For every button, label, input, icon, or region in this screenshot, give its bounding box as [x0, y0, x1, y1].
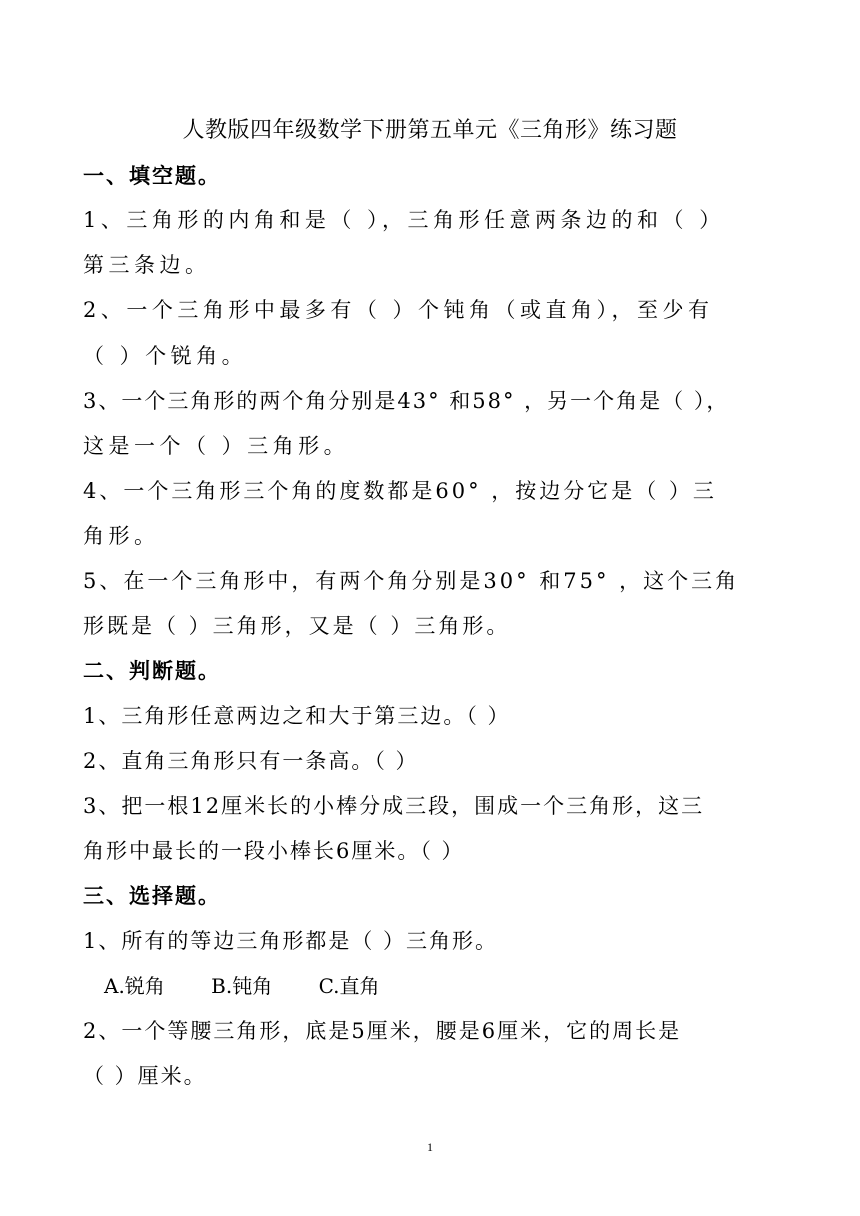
- question-line: 3、一个三角形的两个角分别是43° 和58° ，另一个角是（ ），: [83, 389, 730, 413]
- question-line: 角形中最长的一段小棒长6厘米。（ ）: [83, 839, 465, 863]
- answer-options: [104, 970, 420, 999]
- question-line: 第三条边。: [83, 253, 211, 277]
- question-line: 4、一个三角形三个角的度数都是60° ，按边分它是（ ）三: [83, 479, 717, 503]
- option-b: B.钝角: [211, 974, 273, 998]
- question-line: 1、三角形的内角和是（ ），三角形任意两条边的和（ ）: [83, 208, 725, 232]
- page-number: 1: [427, 1140, 433, 1154]
- section-heading-fill-in: 一、填空题。: [83, 164, 221, 188]
- section-heading-true-false: 二、判断题。: [83, 659, 221, 683]
- question-line: 5、在一个三角形中，有两个角分别是30° 和75° ，这个三角: [83, 569, 740, 593]
- question-line: 1、三角形任意两边之和大于第三边。（ ）: [83, 704, 511, 728]
- question-line: （ ）厘米。: [83, 1064, 207, 1088]
- option-c: C.直角: [318, 974, 380, 998]
- question-line: 2、直角三角形只有一条高。（ ）: [83, 749, 419, 773]
- question-line: 形既是（ ）三角形，又是（ ）三角形。: [83, 614, 511, 638]
- question-line: （ ）个锐角。: [83, 344, 248, 368]
- option-a: A.锐角: [104, 974, 165, 998]
- question-line: 1、所有的等边三角形都是（ ）三角形。: [83, 929, 499, 953]
- page-title: 人教版四年级数学下册第五单元《三角形》练习题: [182, 118, 678, 143]
- question-line: 角形。: [83, 524, 160, 548]
- question-line: 3、把一根12厘米长的小棒分成三段，围成一个三角形，这三: [83, 794, 705, 818]
- question-line: 2、一个等腰三角形，底是5厘米，腰是6厘米，它的周长是: [83, 1019, 682, 1043]
- section-heading-multiple-choice: 三、选择题。: [83, 884, 221, 908]
- question-line: 2、一个三角形中最多有（ ）个钝角（或直角），至少有: [83, 298, 714, 322]
- question-line: 这是一个（ ）三角形。: [83, 434, 350, 458]
